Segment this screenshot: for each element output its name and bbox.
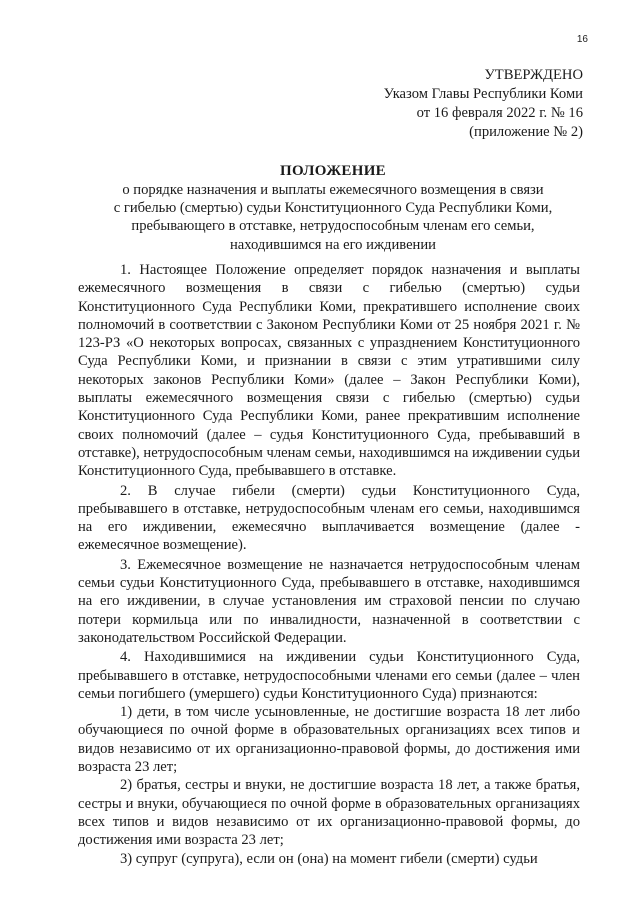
document-subtitle-line-4: находившимся на его иждивении: [230, 236, 436, 253]
list-item-2: 2) братья, сестры и внуки, не достигшие возраста 18 лет, а также братья, сестры и внуки, обучающиеся по очной форме в образовательных организациях всех типов и видов независимо от их организационно-правовой формы, до достижения ими возраста 23 лет;: [78, 777, 580, 849]
document-title: ПОЛОЖЕНИЕ: [280, 163, 386, 179]
approval-title: УТВЕРЖДЕНО: [484, 67, 583, 83]
paragraph-4: 4. Находившимися на иждивении судьи Конституционного Суда, пребывавшего в отставке, нетрудоспособными членами его семьи (далее – член семьи погибшего (умершего) судьи Конституционного Суда) признаются:: [78, 649, 580, 702]
document-heading: [60, 162, 606, 254]
approval-appendix: (приложение № 2): [469, 124, 583, 140]
list-item-1: 1) дети, в том числе усыновленные, не достигшие возраста 18 лет либо обучающиеся по очной форме в образовательных организациях всех типов и видов независимо от их организационно-правовой формы, до достижения ими возраста 23 лет;: [78, 704, 580, 776]
page-number: 16: [576, 34, 588, 45]
approval-issuer: Указом Главы Республики Коми: [383, 86, 583, 102]
paragraph-1: 1. Настоящее Положение определяет порядок назначения и выплаты ежемесячного возмещения в связи с гибелью (смертью) судьи Конституционного Суда Республики Коми, прекратившего исполнение своих полномочий в соответствии с Законом Республики Коми от 25 ноября 2021 г. № 123-РЗ «О некоторых вопросах, связанных с упразднением Конституционного Суда Республики Коми, и признании в связи с этим утратившими силу некоторых законов Республики Коми» (далее – Закон Республики Коми), выплаты ежемесячного возмещения связи с гибелью (смертью) судьи Конституционного Суда Республики Коми, ранее прекратившим исполнение своих полномочий (далее – судья Конституционного Суда, пребывавший в отставке), нетрудоспособным членам семьи, находившимся на иждивении судьи Конституционного Суда, пребывавшего в отставке.: [78, 262, 581, 480]
approval-stamp: [384, 66, 583, 142]
list-item-3: 3) супруг (супруга), если он (она) на момент гибели (смерти) судьи: [120, 850, 538, 867]
document-subtitle-line-2: с гибелью (смертью) судьи Конституционного Суда Республики Коми,: [113, 200, 553, 217]
paragraph-2: 2. В случае гибели (смерти) судьи Конституционного Суда, пребывавшего в отставке, нетрудоспособным членам его семьи, находившимся на его иждивении, ежемесячно выплачивается возмещение (далее - ежемесячное возмещение).: [78, 482, 580, 554]
document-subtitle-line-1: о порядке назначения и выплаты ежемесячного возмещения в связи: [122, 182, 544, 198]
document-body: [78, 261, 580, 868]
document-subtitle-line-3: пребывающего в отставке, нетрудоспособным членам его семьи,: [131, 218, 535, 235]
paragraph-3: 3. Ежемесячное возмещение не назначается нетрудоспособным членам семьи судьи Конституционного Суда, пребывавшего в отставке, находившимся на его иждивении, в случае установления им страховой пенсии по случаю потери кормильца или по инвалидности, назначенной в соответствии с законодательством Российской Федерации.: [78, 556, 580, 646]
approval-date: от 16 февраля 2022 г. № 16: [416, 105, 583, 121]
